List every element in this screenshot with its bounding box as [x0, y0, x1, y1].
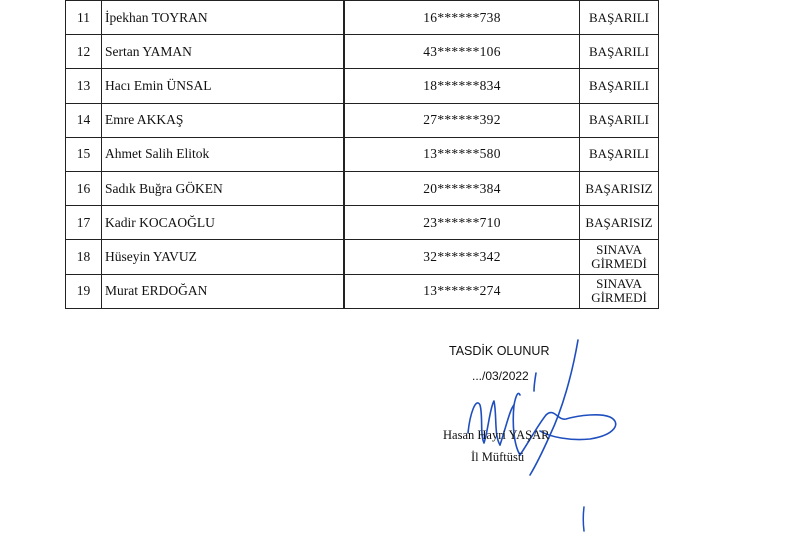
masked-id-number: 27******392 [345, 103, 580, 137]
candidate-name: Ahmet Salih Elitok [102, 137, 344, 171]
row-number: 18 [66, 240, 102, 274]
results-table [65, 0, 659, 309]
candidate-name: Sadık Buğra GÖKEN [102, 171, 344, 205]
row-number: 17 [66, 206, 102, 240]
candidate-name: Murat ERDOĞAN [102, 274, 344, 308]
result-status-line: BAŞARILI [589, 9, 649, 25]
row-number: 15 [66, 137, 102, 171]
masked-id-number: 32******342 [345, 240, 580, 274]
table-row [66, 1, 659, 35]
approval-title: TASDİK OLUNUR [449, 344, 550, 358]
table-row [66, 274, 659, 308]
masked-id-number: 43******106 [345, 35, 580, 69]
row-number: 14 [66, 103, 102, 137]
result-status-line: GİRMEDİ [591, 255, 647, 271]
result-status-line: BAŞARILI [589, 112, 649, 128]
table-row [66, 69, 659, 103]
candidate-name: Hüseyin YAVUZ [102, 240, 344, 274]
result-status-line: BAŞARILI [589, 146, 649, 162]
result-status [580, 35, 659, 69]
result-status [580, 171, 659, 205]
pen-mark-icon [578, 505, 590, 535]
candidate-name: Emre AKKAŞ [102, 103, 344, 137]
approval-date: .../03/2022 [472, 369, 529, 383]
row-number: 11 [66, 1, 102, 35]
result-status [580, 206, 659, 240]
result-status-line: BAŞARISIZ [585, 214, 653, 230]
masked-id-number: 20******384 [345, 171, 580, 205]
candidate-name: İpekhan TOYRAN [102, 1, 344, 35]
table-row [66, 171, 659, 205]
table-row [66, 35, 659, 69]
results-table-body [66, 1, 659, 309]
masked-id-number: 16******738 [345, 1, 580, 35]
table-row [66, 240, 659, 274]
result-status [580, 69, 659, 103]
result-status [580, 1, 659, 35]
result-status-line: SINAVA [596, 241, 642, 257]
result-status [580, 103, 659, 137]
candidate-name: Kadir KOCAOĞLU [102, 206, 344, 240]
result-status [580, 274, 659, 308]
result-status-line: GİRMEDİ [591, 290, 647, 306]
masked-id-number: 13******580 [345, 137, 580, 171]
masked-id-number: 18******834 [345, 69, 580, 103]
candidate-name: Hacı Emin ÜNSAL [102, 69, 344, 103]
row-number: 12 [66, 35, 102, 69]
result-status-line: BAŞARISIZ [585, 180, 653, 196]
result-status-line: BAŞARILI [589, 43, 649, 59]
result-status-line: BAŞARILI [589, 77, 649, 93]
table-row [66, 137, 659, 171]
result-status-line: SINAVA [596, 276, 642, 292]
masked-id-number: 13******274 [345, 274, 580, 308]
result-status [580, 137, 659, 171]
signer-role: İl Müftüsü [471, 450, 525, 464]
signer-name: Hasan Hayri YAŞAR [443, 428, 550, 442]
row-number: 16 [66, 171, 102, 205]
table-row [66, 103, 659, 137]
result-status [580, 240, 659, 274]
masked-id-number: 23******710 [345, 206, 580, 240]
candidate-name: Sertan YAMAN [102, 35, 344, 69]
table-row [66, 206, 659, 240]
row-number: 19 [66, 274, 102, 308]
row-number: 13 [66, 69, 102, 103]
